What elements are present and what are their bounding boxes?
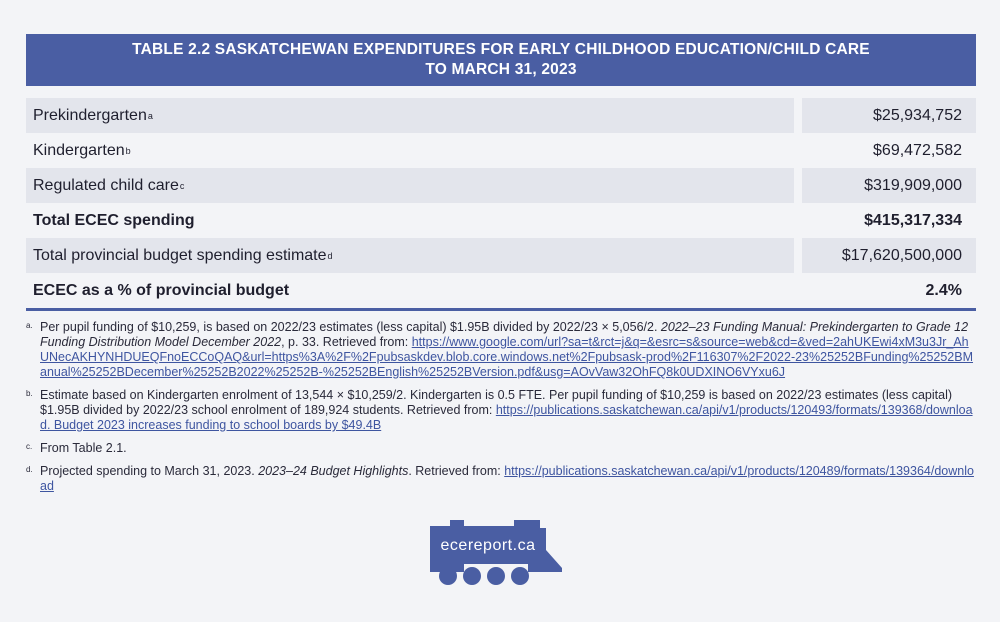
footnote-a-link[interactable]: https://www.google.com/url?sa=t&rct=j&q=&esrc=s&source=web&cd=&ved=2ahUKEwi4xM3u3Jr_AhUNecAKHYNHDUEQFnoECCoQAQ&url=https%3A%2F%2Fpubsaskdev.blob.core.windows.net%2Fpubsask-prod%2F116307%2F2022-23%25252BFunding%25252BManual%25252BDecember%25252B2022%25252B-%25252BEnglish%25252BVersion.pdf&usg=AOvVaw32OhFQ8k0UDXINO6VYxu6J [40,335,974,379]
footnote-b-link[interactable]: https://publications.saskatchewan.ca/api/v1/products/120493/formats/139368/download. Budget 2023 increases funding to school boards by $49.4B [40,403,973,432]
row-value: $319,909,000 [802,168,976,203]
row-label: Regulated child care c [26,168,794,203]
table-title-line-2: TO MARCH 31, 2023 [425,61,577,78]
table-row [26,238,976,273]
table-row [26,133,976,168]
footnote-mark: c. [26,442,33,451]
footnote-mark: a. [26,321,33,330]
table-row-total [26,203,976,238]
row-value: $17,620,500,000 [802,238,976,273]
footnote-a: a. Per pupil funding of $10,259, is based on 2022/23 estimates (less capital) $1.95B divided by 2022/23 × 5,056/2. 2022–23 Funding Manual: Prekindergarten to Grade 12 Funding Distribution Model December 2022, p. 33. Retrieved from: https://www.google.com/url?sa=t&rct=j&q=&esrc=s&source=web&cd=&ved=2ahUKEwi4xM3u3Jr_AhUNecAKHYNHDUEQFnoECCoQAQ&url=https%3A%2F%2Fpubsaskdev.blob.core.windows.net%2Fpubsask-prod%2F116307%2F2022-23%25252BFunding%25252BManual%25252BDecember%25252B2022%25252B-%25252BEnglish%25252BVersion.pdf&usg=AOvVaw32OhFQ8k0UDXINO6VYxu6J [26,320,974,379]
table-title-line-1: TABLE 2.2 SASKATCHEWAN EXPENDITURES FOR EARLY CHILDHOOD EDUCATION/CHILD CARE [132,41,870,58]
expenditure-table [26,98,976,308]
row-label: Total ECEC spending [33,211,195,229]
table-title [26,34,976,86]
row-label: Prekindergarten a [26,98,794,133]
footnote-mark: b. [26,389,33,398]
row-value: $415,317,334 [864,211,962,229]
row-label: Total provincial budget spending estimate d [26,238,794,273]
table-bottom-rule [26,308,976,311]
table-row [26,168,976,203]
footnote-c: c. From Table 2.1. [26,441,127,455]
table-row [26,98,976,133]
row-label: ECEC as a % of provincial budget [33,281,290,299]
footnote-d-link[interactable]: https://publications.saskatchewan.ca/api/v1/products/120489/formats/139364/download [40,464,974,493]
row-label: Kindergarten b [33,141,131,159]
table-row-percent [26,273,976,308]
footnote-b: b. Estimate based on Kindergarten enrolment of 13,544 × $10,259/2. Kindergarten is 0.5 FTE. Per pupil funding of $10,259 is based on 2022/23 estimates (less capital) $1.95B divided by 2022/23 school enrolment of 189,924 students. Retrieved from: https://publications.saskatchewan.ca/api/v1/products/120493/formats/139368/download. Budget 2023 increases funding to school boards by $49.4B [26,388,973,432]
footnote-mark: d. [26,465,33,474]
row-value: 2.4% [925,281,962,299]
logo-text: ecereport.ca [440,537,536,554]
footnote-d: d. Projected spending to March 31, 2023. 2023–24 Budget Highlights. Retrieved from: https://publications.saskatchewan.ca/api/v1/products/120489/formats/139364/download [26,464,974,493]
row-value: $25,934,752 [802,98,976,133]
footnotes [26,320,976,502]
row-value: $69,472,582 [873,141,962,159]
